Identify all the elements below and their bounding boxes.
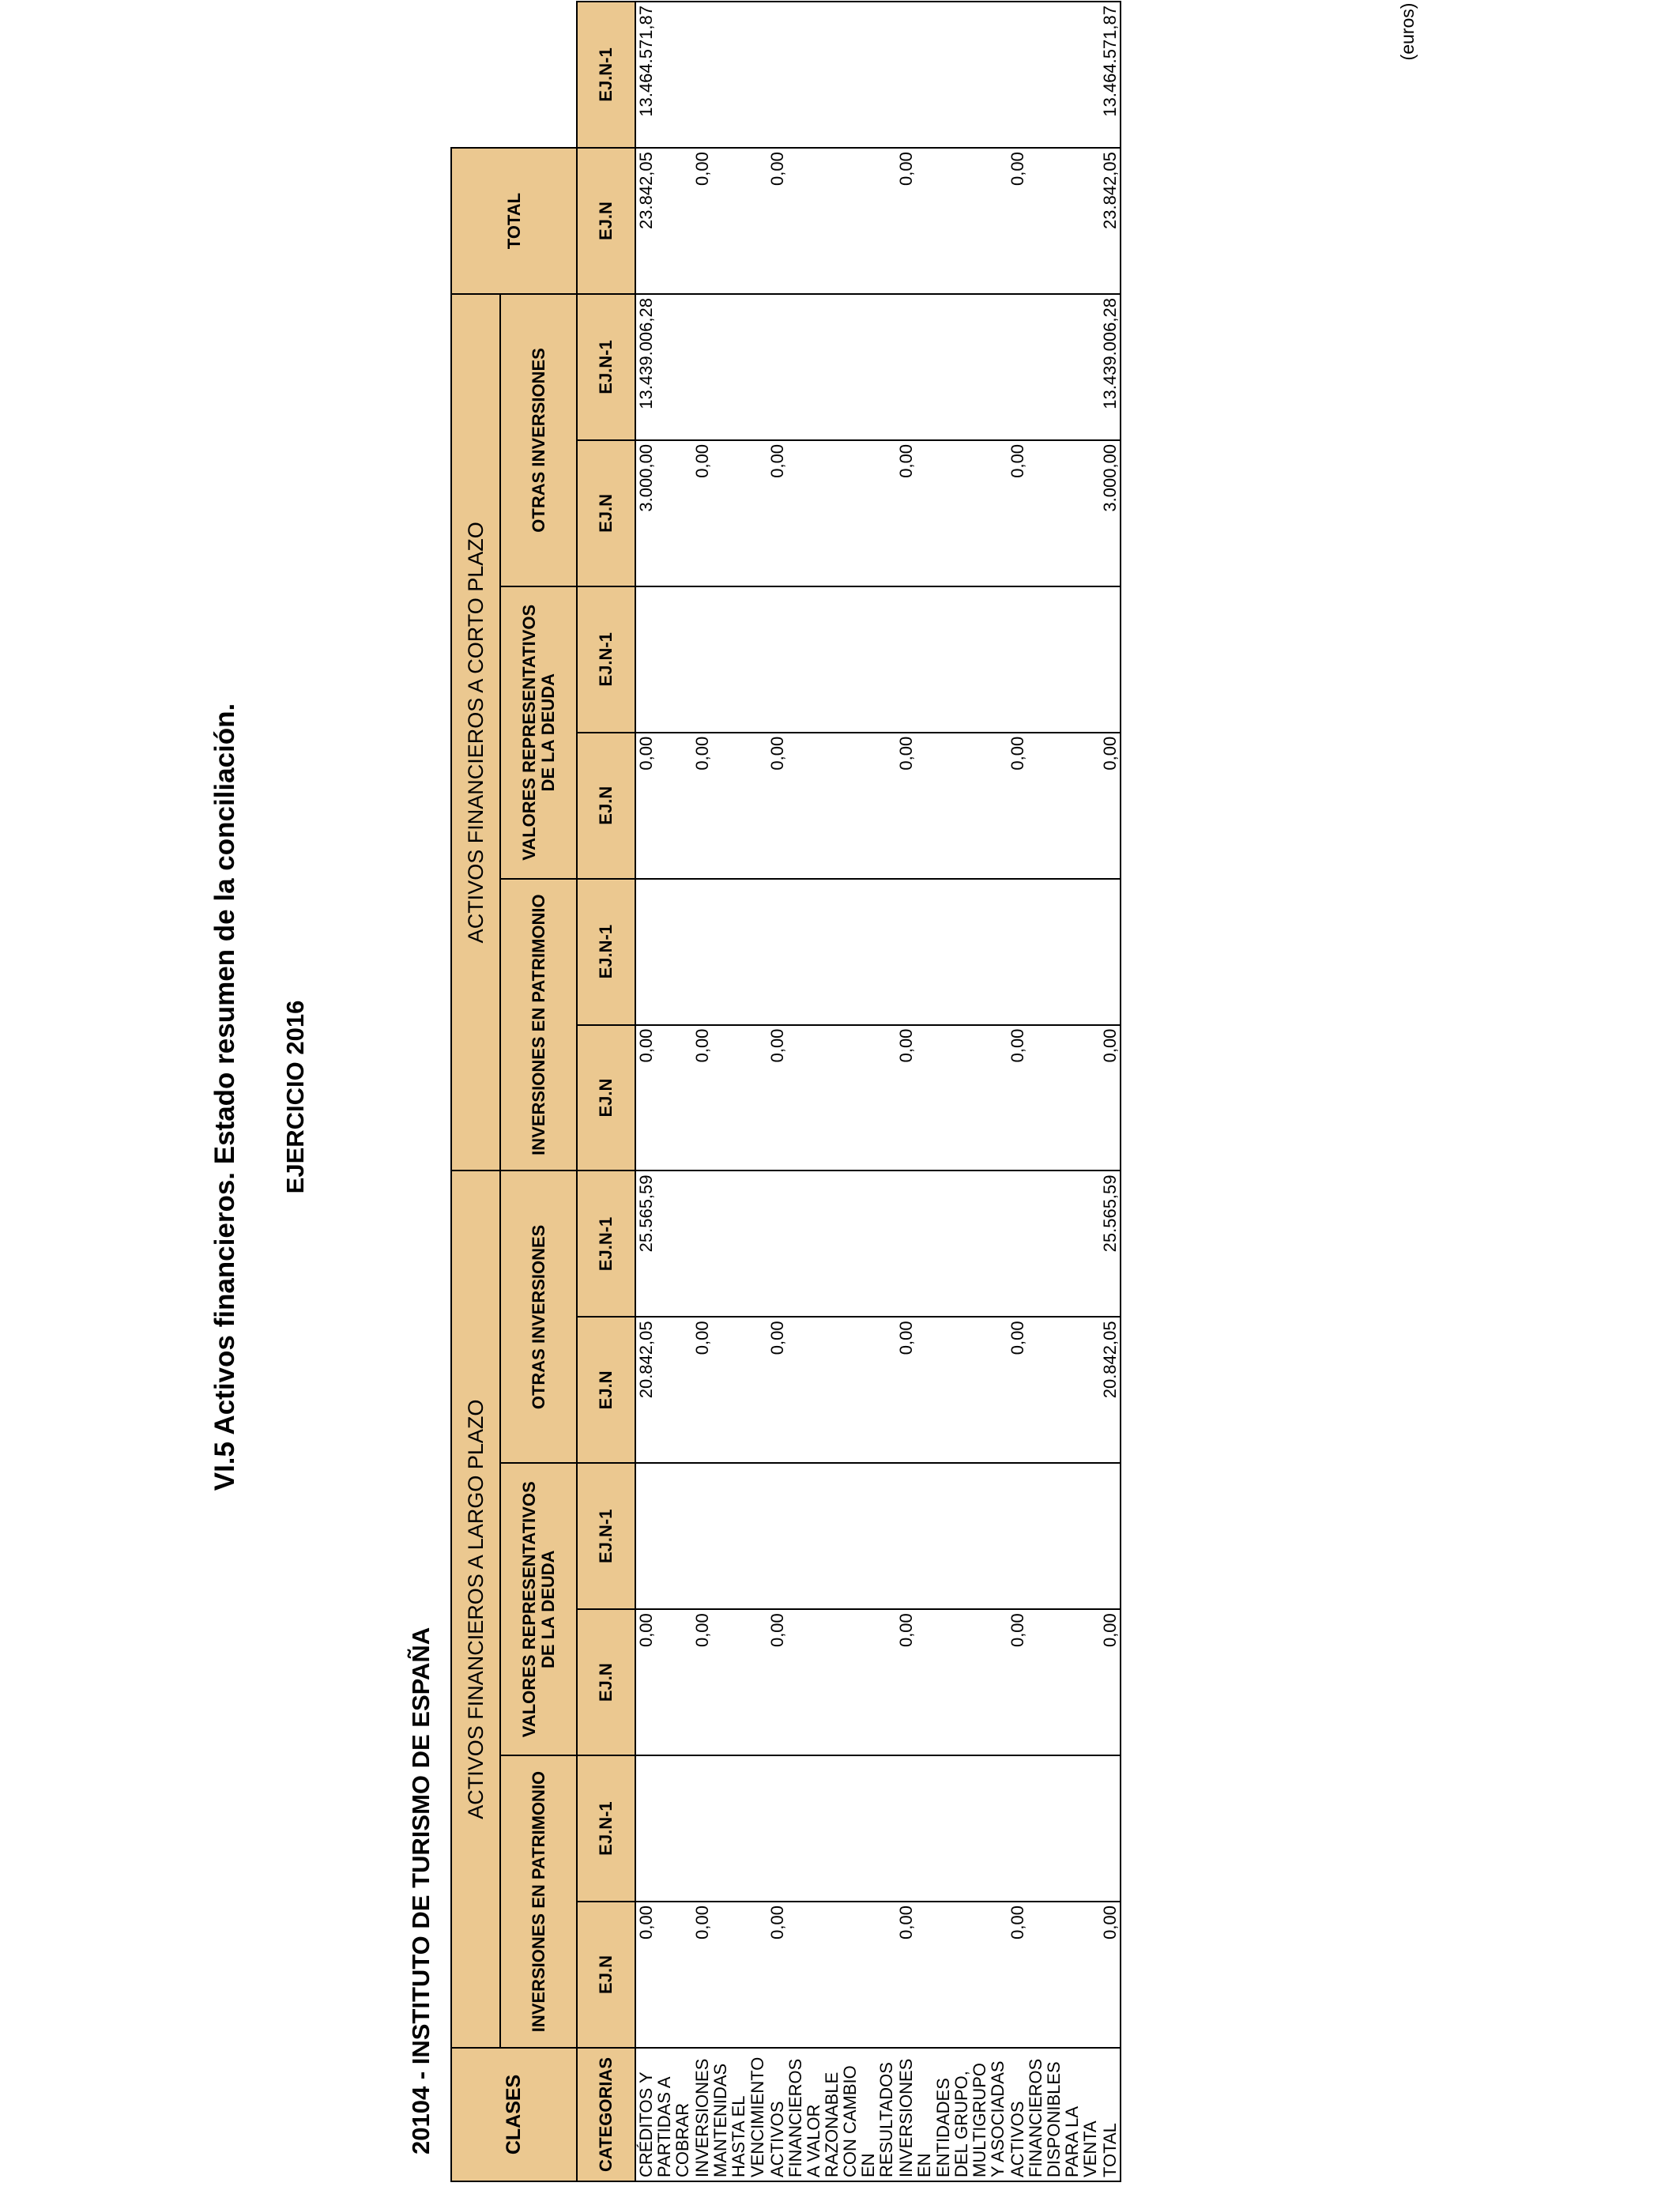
fiscal-year: EJERCICIO 2016: [281, 1000, 309, 1194]
cell-value: 0,00: [896, 440, 1008, 586]
cell-value: [692, 1463, 767, 1609]
cell-value: [896, 294, 1008, 440]
cell-value: [767, 1171, 897, 1317]
cell-value: 0,00: [896, 148, 1008, 294]
cell-value: [635, 1463, 692, 1609]
cell-value: [1100, 586, 1121, 733]
cell-value: [1008, 1755, 1100, 1902]
header-lp-debt-securities: VALORES REPRESENTATIVOS DE LA DEUDA: [500, 1463, 577, 1755]
header-long-term-group: ACTIVOS FINANCIEROS A LARGO PLAZO: [451, 1171, 500, 2047]
entity-name: 20104 - INSTITUTO DE TURISMO DE ESPAÑA: [407, 1627, 435, 2154]
cell-value: [1008, 879, 1100, 1025]
header-total: TOTAL: [451, 148, 577, 294]
table-row: [767, 2, 897, 2181]
cell-value: 0,00: [1008, 1025, 1100, 1171]
cell-value: 13.439.006,28: [1100, 294, 1121, 440]
table-row: [635, 2, 692, 2181]
cell-value: [1008, 1463, 1100, 1609]
cell-value: 0,00: [896, 1902, 1008, 2048]
cell-value: 0,00: [1008, 1902, 1100, 2048]
cell-value: 0,00: [767, 148, 897, 294]
cell-value: 0,00: [692, 1317, 767, 1463]
cell-value: 0,00: [767, 1317, 897, 1463]
header-ej-n1: EJ.N-1: [577, 294, 635, 440]
table-row: [692, 2, 767, 2181]
header-cp-debt-securities: VALORES REPRESENTATIVOS DE LA DEUDA: [500, 586, 577, 879]
page-title: VI.5 Activos financieros. Estado resumen de la conciliación.: [209, 703, 240, 1491]
cell-value: [692, 294, 767, 440]
cell-value: 0,00: [692, 733, 767, 879]
header-ej-n: EJ.N: [577, 440, 635, 586]
cell-value: 13.464.571,87: [635, 2, 692, 148]
cell-value: 0,00: [1008, 440, 1100, 586]
cell-value: [692, 1171, 767, 1317]
cell-value: 0,00: [1100, 1609, 1121, 1755]
cell-value: 0,00: [635, 1025, 692, 1171]
header-ej-n: EJ.N: [577, 1609, 635, 1755]
cell-value: 13.439.006,28: [635, 294, 692, 440]
cell-value: [767, 1755, 897, 1902]
cell-value: 0,00: [1100, 1902, 1121, 2048]
header-cp-equity-investments: INVERSIONES EN PATRIMONIO: [500, 879, 577, 1171]
cell-value: [692, 1755, 767, 1902]
header-ej-n1: EJ.N-1: [577, 586, 635, 733]
cell-value: [635, 1755, 692, 1902]
cell-value: 20.842,05: [635, 1317, 692, 1463]
cell-value: 0,00: [1100, 733, 1121, 879]
cell-value: [1008, 2, 1100, 148]
cell-value: 0,00: [767, 440, 897, 586]
cell-value: 0,00: [1008, 1609, 1100, 1755]
units-label: (euros): [1397, 2, 1418, 61]
cell-value: 3.000,00: [1100, 440, 1121, 586]
row-label: CRÉDITOS Y PARTIDAS A COBRAR: [635, 2048, 692, 2181]
cell-value: [1100, 1755, 1121, 1902]
header-ej-n1: EJ.N-1: [577, 1755, 635, 1902]
header-lp-other-investments: OTRAS INVERSIONES: [500, 1171, 577, 1463]
cell-value: [767, 294, 897, 440]
cell-value: 0,00: [692, 440, 767, 586]
cell-value: [767, 2, 897, 148]
cell-value: 0,00: [767, 733, 897, 879]
cell-value: [896, 586, 1008, 733]
table-row-total: [1100, 2, 1121, 2181]
header-ej-n: EJ.N: [577, 733, 635, 879]
cell-value: 0,00: [896, 1025, 1008, 1171]
reconciliation-table-wrap: [450, 1, 1121, 2182]
cell-value: 25.565,59: [635, 1171, 692, 1317]
cell-value: 13.464.571,87: [1100, 2, 1121, 148]
cell-value: 0,00: [692, 1902, 767, 2048]
cell-value: [635, 586, 692, 733]
cell-value: [1100, 879, 1121, 1025]
header-ej-n: EJ.N: [577, 148, 635, 294]
reconciliation-table: [450, 1, 1121, 2182]
header-ej-n1: EJ.N-1: [577, 1463, 635, 1609]
cell-value: 0,00: [635, 1902, 692, 2048]
cell-value: [767, 1463, 897, 1609]
cell-value: 0,00: [635, 733, 692, 879]
cell-value: 0,00: [692, 148, 767, 294]
row-label: ACTIVOS FINANCIEROS DISPONIBLES PARA LA VENTA: [1008, 2048, 1100, 2181]
cell-value: 23.842,05: [635, 148, 692, 294]
cell-value: [896, 1755, 1008, 1902]
header-lp-equity-investments: INVERSIONES EN PATRIMONIO: [500, 1755, 577, 2048]
row-label: ACTIVOS FINANCIEROS A VALOR RAZONABLE CON CAMBIO EN RESULTADOS: [767, 2048, 897, 2181]
cell-value: [1008, 586, 1100, 733]
cell-value: [896, 2, 1008, 148]
cell-value: 0,00: [635, 1609, 692, 1755]
header-categorias: CATEGORIAS: [577, 2048, 635, 2181]
cell-value: 23.842,05: [1100, 148, 1121, 294]
cell-value: [767, 586, 897, 733]
cell-value: 0,00: [767, 1609, 897, 1755]
cell-value: 3.000,00: [635, 440, 692, 586]
cell-value: 0,00: [1008, 733, 1100, 879]
cell-value: 0,00: [1100, 1025, 1121, 1171]
cell-value: [1008, 294, 1100, 440]
cell-value: 0,00: [896, 1609, 1008, 1755]
header-clases: CLASES: [451, 2048, 577, 2181]
table-row: [896, 2, 1008, 2181]
cell-value: 0,00: [896, 733, 1008, 879]
cell-value: [692, 586, 767, 733]
cell-value: 0,00: [896, 1317, 1008, 1463]
header-ej-n1: EJ.N-1: [577, 2, 635, 148]
cell-value: 0,00: [1008, 1317, 1100, 1463]
cell-value: 0,00: [692, 1025, 767, 1171]
header-cp-other-investments: OTRAS INVERSIONES: [500, 294, 577, 586]
cell-value: [896, 1171, 1008, 1317]
cell-value: 0,00: [692, 1609, 767, 1755]
cell-value: 0,00: [767, 1025, 897, 1171]
header-ej-n1: EJ.N-1: [577, 1171, 635, 1317]
cell-value: [1100, 1463, 1121, 1609]
header-ej-n1: EJ.N-1: [577, 879, 635, 1025]
header-ej-n: EJ.N: [577, 1317, 635, 1463]
cell-value: 0,00: [1008, 148, 1100, 294]
cell-value: 0,00: [767, 1902, 897, 2048]
cell-value: [1008, 1171, 1100, 1317]
cell-value: [896, 1463, 1008, 1609]
cell-value: [635, 879, 692, 1025]
row-label: INVERSIONES MANTENIDAS HASTA EL VENCIMIENTO: [692, 2048, 767, 2181]
cell-value: [692, 879, 767, 1025]
header-short-term-group: ACTIVOS FINANCIEROS A CORTO PLAZO: [451, 294, 500, 1171]
row-label: INVERSIONES EN ENTIDADES DEL GRUPO, MULTIGRUPO Y ASOCIADAS: [896, 2048, 1008, 2181]
cell-value: 20.842,05: [1100, 1317, 1121, 1463]
header-ej-n: EJ.N: [577, 1902, 635, 2048]
cell-value: [692, 2, 767, 148]
cell-value: [896, 879, 1008, 1025]
header-ej-n: EJ.N: [577, 1025, 635, 1171]
cell-value: [767, 879, 897, 1025]
cell-value: 25.565,59: [1100, 1171, 1121, 1317]
table-row: [1008, 2, 1100, 2181]
row-label: TOTAL: [1100, 2048, 1121, 2181]
